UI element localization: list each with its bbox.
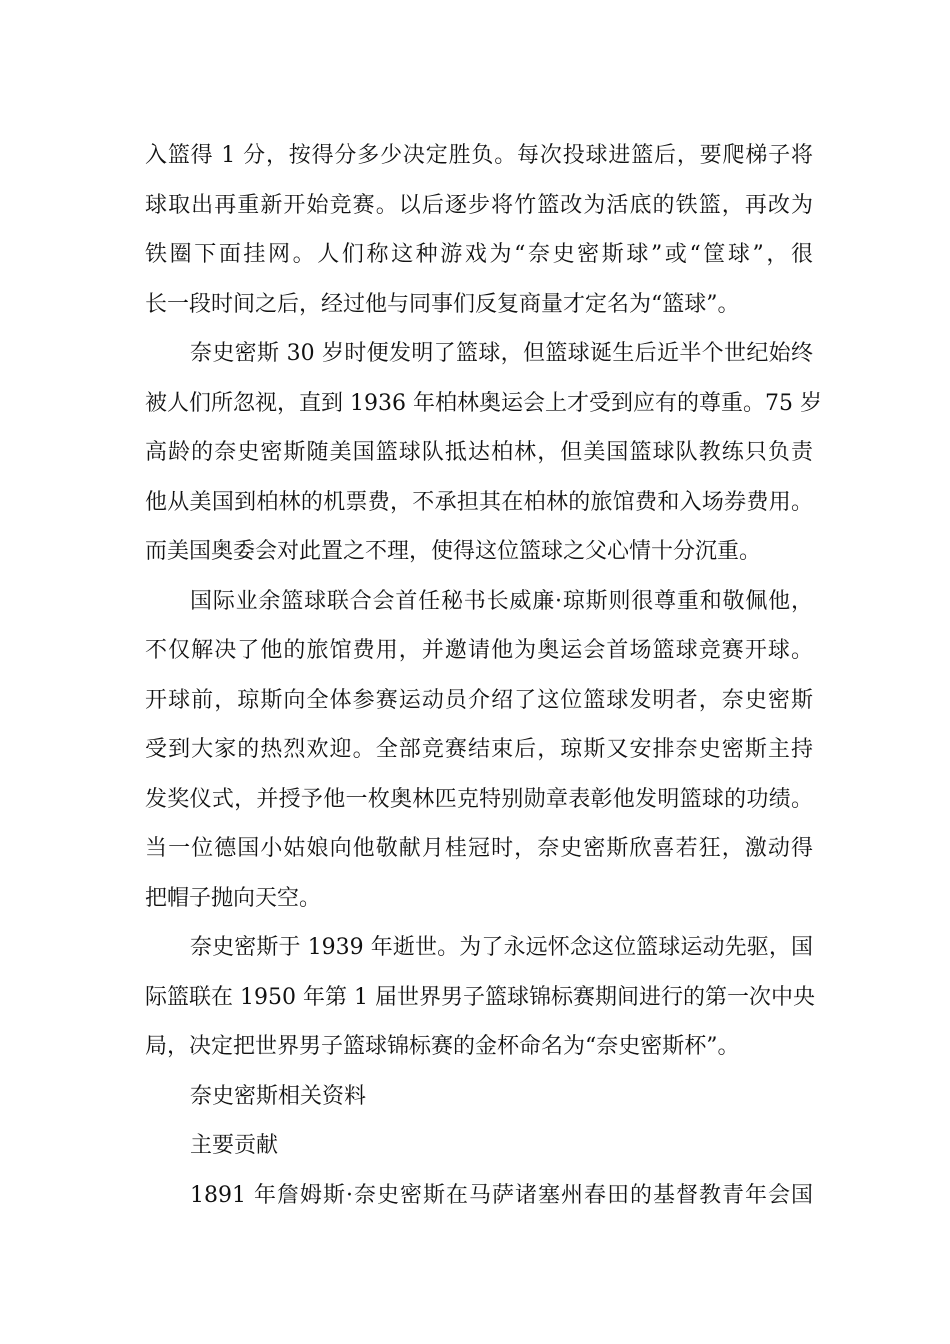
heading-related-info [145, 1072, 813, 1122]
text-line: 奈史密斯 30 岁时便发明了篮球，但篮球诞生后近半个世纪始终 [190, 341, 813, 366]
text-line: 际篮联在 1950 年第 1 届世界男子篮球锦标赛期间进行的第一次中央 [145, 984, 815, 1010]
text-line: 局，决定把世界男子篮球锦标赛的金杯命名为“奈史密斯杯”。 [145, 1034, 740, 1059]
heading-main-contribution [145, 1121, 813, 1171]
text-line: 长一段时间之后，经过他与同事们反复商量才定名为“篮球”。 [145, 291, 740, 317]
text-line: 球取出再重新开始竞赛。以后逐步将竹篮改为活底的铁篮，再改为 [145, 192, 813, 218]
text-line: 当一位德国小姑娘向他敬献月桂冠时，奈史密斯欣喜若狂，激动得 [145, 836, 813, 861]
paragraph-1891-invention [145, 1171, 813, 1221]
paragraph-william-jones [145, 577, 813, 924]
text-line: 被人们所忽视，直到 1936 年柏林奥运会上才受到应有的尊重。75 岁 [145, 390, 822, 416]
paragraph-rules-and-naming [145, 131, 813, 329]
document-body [145, 131, 822, 1220]
text-line: 入篮得 1 分，按得分多少决定胜负。每次投球进篮后，要爬梯子将 [145, 143, 813, 168]
paragraph-berlin-olympics [145, 329, 822, 577]
text-line: 受到大家的热烈欢迎。全部竞赛结束后，琼斯又安排奈史密斯主持 [145, 737, 813, 762]
text-line: 1891 年詹姆斯·奈史密斯在马萨诸塞州春田的基督教青年会国 [190, 1182, 813, 1208]
text-line: 奈史密斯于 1939 年逝世。为了永远怀念这位篮球运动先驱，国 [190, 935, 813, 960]
text-line: 不仅解决了他的旅馆费用，并邀请他为奥运会首场篮球竞赛开球。 [145, 638, 813, 663]
text-line: 国际业余篮球联合会首任秘书长威廉·琼斯则很尊重和敬佩他， [190, 588, 813, 614]
text-line: 而美国奥委会对此置之不理，使得这位篮球之父心情十分沉重。 [145, 539, 762, 564]
text-line: 他从美国到柏林的机票费，不承担其在柏林的旅馆费和入场券费用。 [145, 489, 813, 515]
text-line: 铁圈下面挂网。人们称这种游戏为“奈史密斯球”或“筐球”，很 [145, 242, 813, 267]
text-line: 把帽子抛向天空。 [145, 885, 322, 911]
text-line: 奈史密斯相关资料 [190, 1083, 367, 1109]
text-line: 高龄的奈史密斯随美国篮球队抵达柏林，但美国篮球队教练只负责 [145, 440, 813, 465]
paragraph-naismith-cup [145, 923, 813, 1072]
text-line: 发奖仪式，并授予他一枚奥林匹克特别勋章表彰他发明篮球的功绩。 [145, 786, 813, 812]
text-line: 开球前，琼斯向全体参赛运动员介绍了这位篮球发明者，奈史密斯 [145, 687, 813, 713]
text-line: 主要贡献 [190, 1133, 279, 1158]
